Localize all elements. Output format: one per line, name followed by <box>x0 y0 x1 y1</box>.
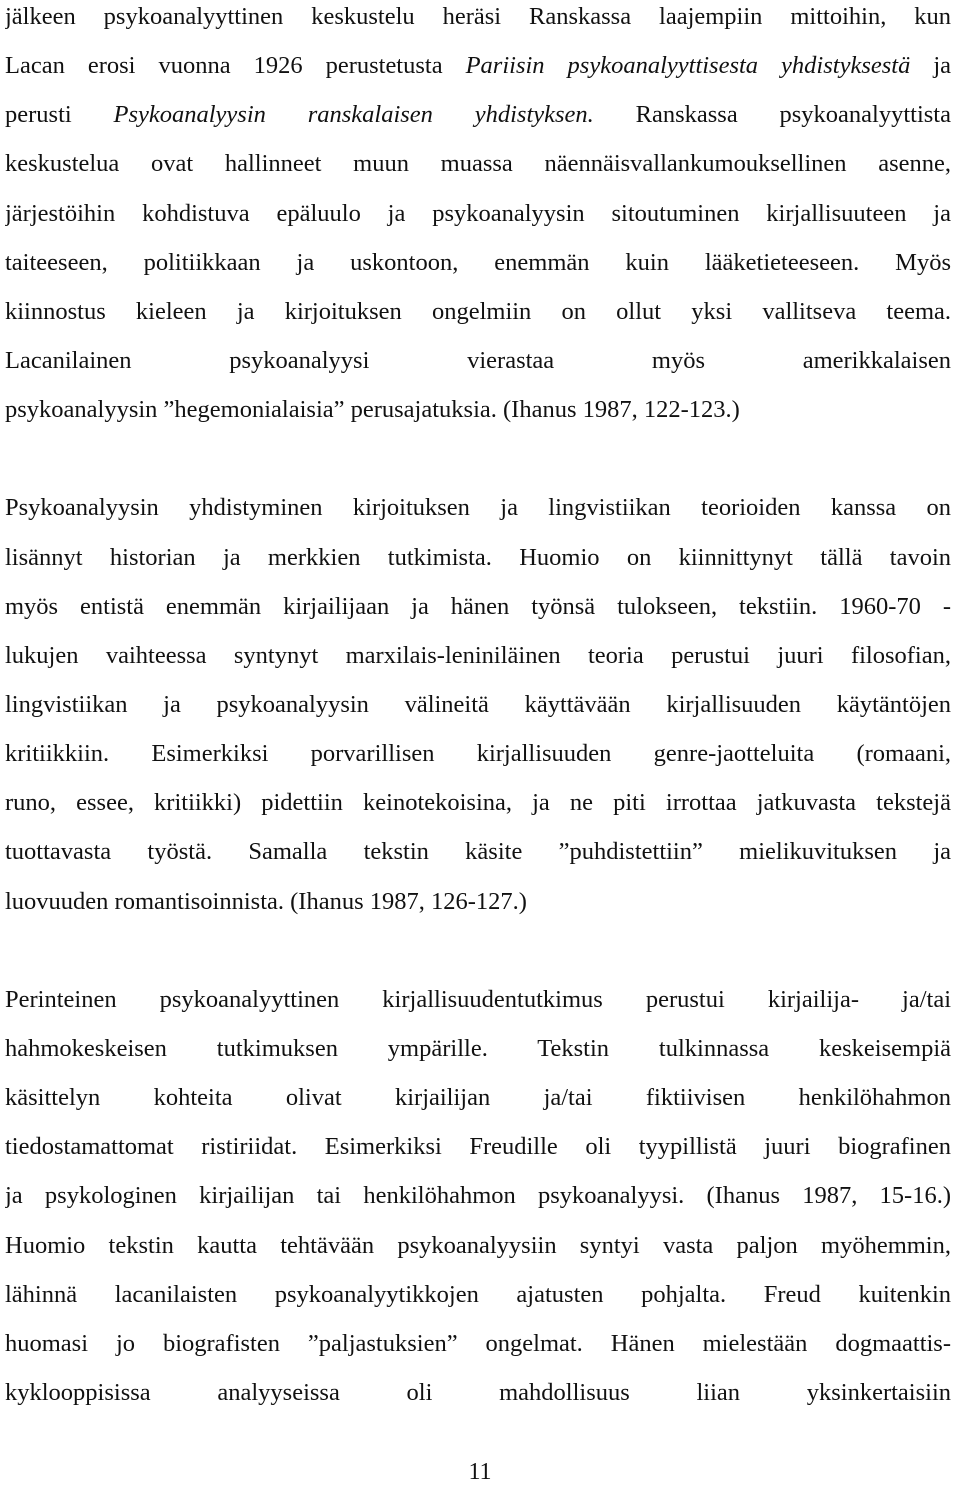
text-line <box>5 582 951 631</box>
text-run: järjestöihin kohdistuva epäluulo ja psykoanalyysin sitoutuminen kirjallisuuteen ja <box>5 199 951 227</box>
paragraph-gap <box>5 434 951 483</box>
text-run: myös entistä enemmän kirjailijaan ja hänen työnsä tulokseen, tekstiin. 1960-70 - <box>5 592 951 620</box>
document-page <box>5 0 951 1417</box>
text-line <box>5 1368 951 1417</box>
text-line <box>5 975 951 1024</box>
text-run: lisännyt historian ja merkkien tutkimista. Huomio on kiinnittynyt tällä tavoin <box>5 543 951 571</box>
paragraph <box>5 975 951 1417</box>
text-line <box>5 238 951 287</box>
text-run: taiteeseen, politiikkaan ja uskontoon, enemmän kuin lääketieteeseen. Myös <box>5 248 951 276</box>
text-line <box>5 778 951 827</box>
text-line <box>5 1122 951 1171</box>
text-line <box>5 533 951 582</box>
text-line <box>5 287 951 336</box>
text-line <box>5 827 951 876</box>
text-run: käsittelyn kohteita olivat kirjailijan ja/tai fiktiivisen henkilöhahmon <box>5 1084 951 1112</box>
text-line <box>5 729 951 778</box>
text-line <box>5 1221 951 1270</box>
text-line <box>5 139 951 188</box>
text-line <box>5 1024 951 1073</box>
text-line <box>5 483 951 532</box>
italic-text: Pariisin psykoanalyyttisesta yhdistyksestä <box>465 52 911 80</box>
text-run: lähinnä lacanilaisten psykoanalyytikkojen ajatusten pohjalta. Freud kuitenkin <box>5 1280 951 1308</box>
text-line <box>5 385 951 434</box>
paragraph-gap <box>5 926 951 975</box>
text-run: jälkeen psykoanalyyttinen keskustelu heräsi Ranskassa laajempiin mittoihin, kun <box>5 3 951 30</box>
page-number: 11 <box>468 1459 492 1485</box>
text-run: ja <box>910 52 951 80</box>
text-run: Psykoanalyysin yhdistyminen kirjoituksen ja lingvistiikan teorioiden kanssa on <box>5 494 951 522</box>
text-line <box>5 1270 951 1319</box>
text-line <box>5 0 951 41</box>
text-line <box>5 90 951 139</box>
text-run: runo, essee, kritiikki) pidettiin keinotekoisina, ja ne piti irrottaa jatkuvasta tekstejä <box>5 789 951 817</box>
text-line <box>5 189 951 238</box>
italic-text: Psykoanalyysin ranskalaisen yhdistyksen. <box>113 101 594 129</box>
body-text <box>5 0 951 1417</box>
text-run: ja psykologinen kirjailijan tai henkilöhahmon psykoanalyysi. (Ihanus 1987, 15-16.) <box>5 1182 951 1210</box>
text-run: hahmokeskeisen tutkimuksen ympärille. Tekstin tulkinnassa keskeisempiä <box>5 1034 951 1062</box>
text-run: kritiikkiin. Esimerkiksi porvarillisen kirjallisuuden genre-jaotteluita (romaani, <box>5 740 951 768</box>
text-run: huomasi jo biografisten ”paljastuksien” ongelmat. Hänen mielestään dogmaattis- <box>5 1329 951 1357</box>
text-line <box>5 631 951 680</box>
text-run: Ranskassa psykoanalyyttista <box>593 101 951 129</box>
text-line <box>5 1073 951 1122</box>
text-line <box>5 41 951 90</box>
paragraph <box>5 483 951 925</box>
text-line <box>5 336 951 385</box>
text-run: Lacanilainen psykoanalyysi vierastaa myös amerikkalaisen <box>5 346 951 374</box>
text-run: lukujen vaihteessa syntynyt marxilais-leniniläinen teoria perustui juuri filosofian, <box>5 641 951 669</box>
text-run: kyklooppisissa analyyseissa oli mahdollisuus liian yksinkertaisiin <box>5 1378 951 1406</box>
text-line <box>5 1171 951 1220</box>
text-run: tuottavasta työstä. Samalla tekstin käsite ”puhdistettiin” mielikuvituksen ja <box>5 838 951 866</box>
text-run: keskustelua ovat hallinneet muun muassa näennäisvallankumouksellinen asenne, <box>5 150 951 178</box>
text-run: perusti <box>5 101 114 129</box>
text-run: psykoanalyysin ”hegemonialaisia” perusajatuksia. (Ihanus 1987, 122-123.) <box>5 396 740 424</box>
text-line <box>5 1319 951 1368</box>
text-run: tiedostamattomat ristiriidat. Esimerkiksi Freudille oli tyypillistä juuri biografinen <box>5 1133 951 1161</box>
text-run: lingvistiikan ja psykoanalyysin välineitä käyttävään kirjallisuuden käytäntöjen <box>5 690 951 718</box>
text-run: Huomio tekstin kautta tehtävään psykoanalyysiin syntyi vasta paljon myöhemmin, <box>5 1231 951 1259</box>
text-run: Lacan erosi vuonna 1926 perustetusta <box>5 52 466 80</box>
text-line <box>5 877 951 926</box>
text-run: Perinteinen psykoanalyyttinen kirjallisuudentutkimus perustui kirjailija- ja/tai <box>5 985 951 1013</box>
text-run: luovuuden romantisoinnista. (Ihanus 1987, 126-127.) <box>5 887 527 915</box>
text-run: kiinnostus kieleen ja kirjoituksen ongelmiin on ollut yksi vallitseva teema. <box>5 297 951 325</box>
paragraph <box>5 0 951 434</box>
text-line <box>5 680 951 729</box>
